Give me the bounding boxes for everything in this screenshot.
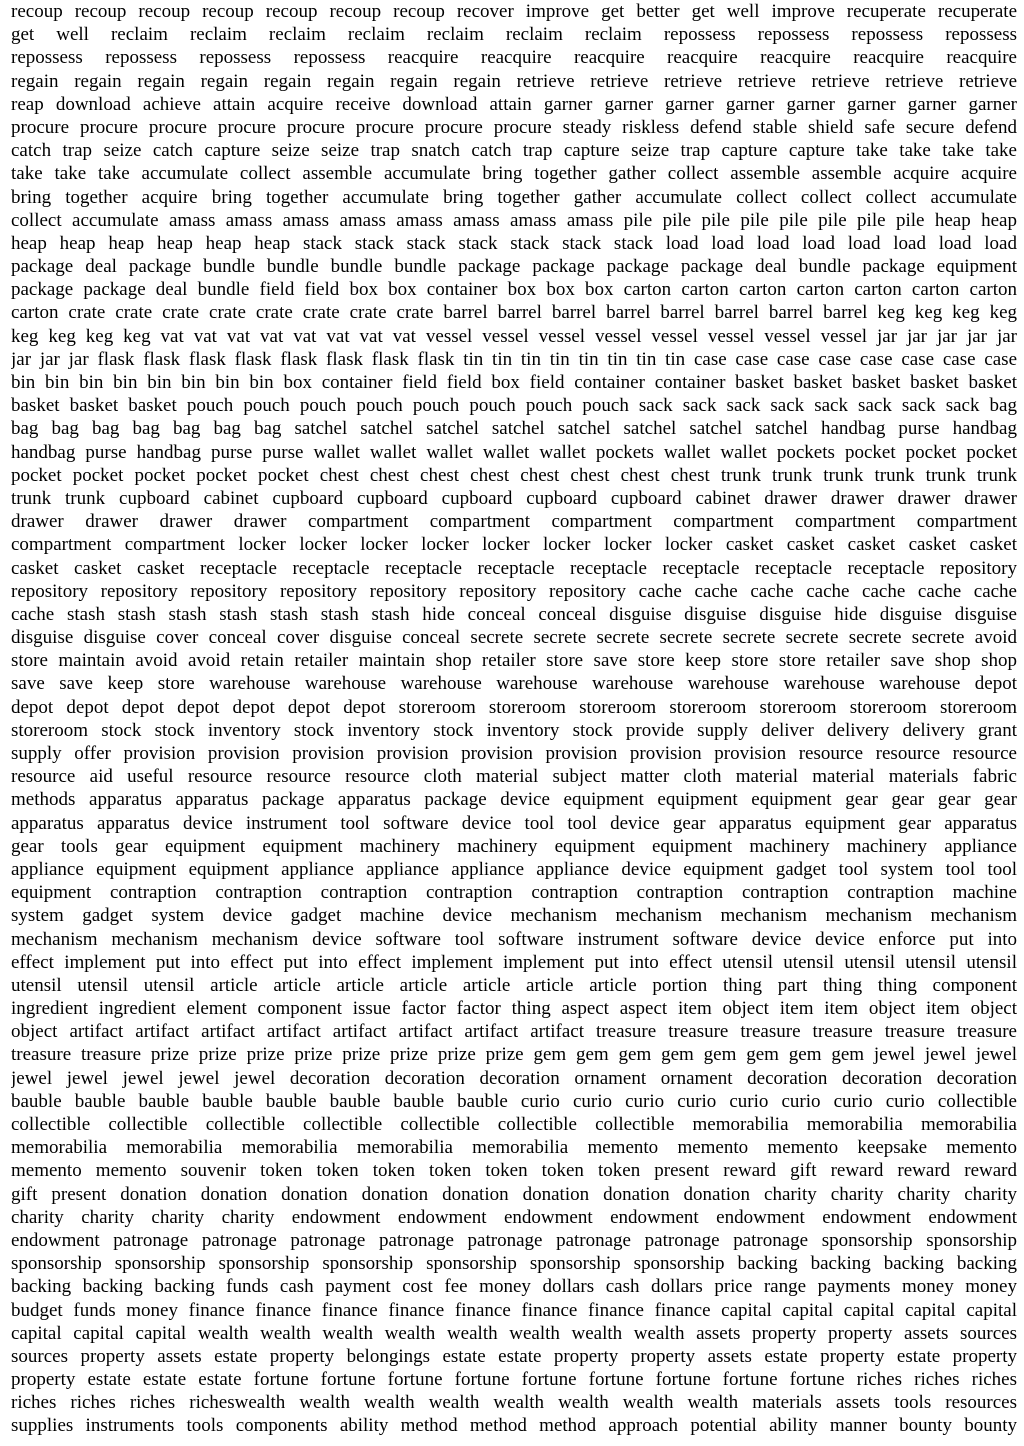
text-line-54: endowment patronage patronage patronage patronage patronage patronage patronage patronage sponsorship sponsorship	[11, 1229, 1017, 1251]
text-line-3: repossess repossess repossess repossess reacquire reacquire reacquire reacquire reacquire reacquire reacquire	[11, 47, 1017, 69]
text-line-43: utensil utensil utensil article article article article article article article portion thing part thing thing component	[11, 974, 1017, 996]
text-line-26: repository repository repository repository repository repository repository cache cache cache cache cache cache cache	[11, 580, 1017, 602]
text-line-22: trunk trunk cupboard cabinet cupboard cupboard cupboard cupboard cupboard cabinet drawer drawer drawer drawer	[11, 487, 1017, 509]
text-line-5: reap download achieve attain acquire receive download attain garner garner garner garner garner garner garner garner	[11, 93, 1017, 115]
text-line-55: sponsorship sponsorship sponsorship sponsorship sponsorship sponsorship sponsorship backing backing backing backing	[11, 1253, 1017, 1275]
text-line-35: methods apparatus apparatus package apparatus package device equipment equipment equipment gear gear gear gear	[11, 789, 1017, 811]
text-line-10: collect accumulate amass amass amass amass amass amass amass amass pile pile pile pile pile pile pile pile heap heap	[11, 209, 1017, 231]
text-line-32: storeroom stock stock inventory stock inventory stock inventory stock provide supply deliver delivery delivery grant	[11, 719, 1017, 741]
text-line-7: catch trap seize catch capture seize seize trap snatch catch trap capture seize trap capture capture take take take take	[11, 140, 1017, 162]
text-line-17: bin bin bin bin bin bin bin bin box container field field box field container container basket basket basket basket basket	[11, 372, 1017, 393]
text-line-50: memorabilia memorabilia memorabilia memorabilia memorabilia memento memento memento keepsake memento	[11, 1137, 1017, 1159]
text-line-45: object artifact artifact artifact artifact artifact artifact artifact artifact treasure treasure treasure treasure treasure treasure	[11, 1021, 1017, 1043]
text-line-33: supply offer provision provision provision provision provision provision provision provision resource resource resource	[11, 743, 1017, 764]
text-line-42: effect implement put into effect put into effect implement implement put into effect utensil utensil utensil utensil utensil	[11, 951, 1017, 973]
text-line-31: depot depot depot depot depot depot depot storeroom storeroom storeroom storeroom storeroom storeroom storeroom	[11, 696, 1017, 718]
text-line-13: package package deal bundle field field box box container box box box carton carton carton carton carton carton carton	[11, 279, 1017, 301]
text-line-11: heap heap heap heap heap heap stack stack stack stack stack stack stack load load load load load load load load	[11, 232, 1017, 254]
text-line-21: pocket pocket pocket pocket pocket chest chest chest chest chest chest chest chest trunk trunk trunk trunk trunk trunk	[11, 464, 1017, 486]
text-line-52: gift present donation donation donation donation donation donation donation donation charity charity charity charity	[11, 1183, 1017, 1205]
text-line-28: disguise disguise cover conceal cover disguise conceal secrete secrete secrete secrete secrete secrete secrete secrete avoid	[11, 627, 1017, 649]
text-line-34: resource aid useful resource resource resource cloth material subject matter cloth material material materials fabric	[11, 766, 1017, 788]
text-line-61: riches riches riches richeswealth wealth wealth wealth wealth wealth wealth wealth materials assets tools resources	[11, 1392, 1017, 1414]
text-line-44: ingredient ingredient element component issue factor factor thing aspect aspect item object item item object item object	[11, 998, 1017, 1020]
text-line-30: save save keep store warehouse warehouse warehouse warehouse warehouse warehouse warehouse warehouse depot	[11, 673, 1017, 695]
text-line-38: appliance equipment equipment appliance appliance appliance appliance device equipment gadget tool system tool tool	[11, 858, 1017, 880]
text-line-20: handbag purse handbag purse purse wallet wallet wallet wallet wallet pockets wallet wallet pockets pocket pocket pocket	[11, 441, 1017, 463]
text-line-39: equipment contraption contraption contraption contraption contraption contraption contraption contraption machine	[11, 882, 1017, 904]
text-line-19: bag bag bag bag bag bag bag satchel satchel satchel satchel satchel satchel satchel satchel handbag purse handbag	[11, 418, 1017, 440]
text-line-37: gear tools gear equipment equipment machinery machinery equipment equipment machinery machinery appliance	[11, 835, 1017, 857]
text-line-46: treasure treasure prize prize prize prize prize prize prize prize gem gem gem gem gem gem gem gem jewel jewel jewel	[11, 1044, 1017, 1066]
text-line-1: recoup recoup recoup recoup recoup recoup recoup recover improve get better get well improve recuperate recuperate	[11, 1, 1017, 22]
text-line-12: package deal package bundle bundle bundle bundle package package package package deal bundle package equipment	[11, 256, 1017, 278]
text-line-40: system gadget system device gadget machine device mechanism mechanism mechanism mechanism mechanism	[11, 905, 1017, 927]
text-line-6: procure procure procure procure procure procure procure procure steady riskless defend stable shield safe secure defend	[11, 116, 1017, 138]
text-line-14: carton crate crate crate crate crate crate crate crate barrel barrel barrel barrel barrel barrel barrel barrel keg keg keg keg	[11, 302, 1017, 324]
text-line-16: jar jar jar flask flask flask flask flask flask flask flask tin tin tin tin tin tin tin tin case case case case case case case case	[11, 348, 1017, 370]
text-line-25: casket casket casket receptacle receptacle receptacle receptacle receptacle receptacle receptacle receptacle repository	[11, 557, 1017, 579]
text-line-36: apparatus apparatus device instrument tool software device tool tool device gear apparatus equipment gear apparatus	[11, 812, 1017, 834]
text-line-48: bauble bauble bauble bauble bauble bauble bauble bauble curio curio curio curio curio curio curio curio collectible	[11, 1090, 1017, 1112]
text-line-18: basket basket basket pouch pouch pouch pouch pouch pouch pouch pouch sack sack sack sack sack sack sack sack bag	[11, 395, 1017, 417]
text-line-47: jewel jewel jewel jewel jewel decoration decoration decoration ornament ornament decoration decoration decoration	[11, 1067, 1017, 1089]
text-line-23: drawer drawer drawer drawer compartment compartment compartment compartment compartment compartment	[11, 511, 1017, 533]
text-line-29: store maintain avoid avoid retain retailer maintain shop retailer store save store keep store store retailer save shop shop	[11, 650, 1017, 672]
text-line-49: collectible collectible collectible collectible collectible collectible collectible memorabilia memorabilia memorabilia	[11, 1114, 1017, 1135]
text-line-4: regain regain regain regain regain regain regain regain retrieve retrieve retrieve retrieve retrieve retrieve retrieve	[11, 70, 1017, 92]
text-line-15: keg keg keg keg vat vat vat vat vat vat vat vat vessel vessel vessel vessel vessel vessel vessel vessel jar jar jar jar jar	[11, 325, 1017, 347]
text-line-56: backing backing backing funds cash payment cost fee money dollars cash dollars price range payments money money	[11, 1276, 1017, 1298]
text-line-51: memento memento souvenir token token token token token token token present reward gift reward reward reward	[11, 1160, 1017, 1182]
text-line-59: sources property assets estate property belongings estate estate property property assets estate property estate property	[11, 1345, 1017, 1367]
text-line-58: capital capital capital wealth wealth wealth wealth wealth wealth wealth wealth assets property property assets sources	[11, 1322, 1017, 1344]
text-line-2: get well reclaim reclaim reclaim reclaim reclaim reclaim reclaim repossess repossess repossess repossess	[11, 24, 1017, 46]
text-line-8: take take take accumulate collect assemble accumulate bring together gather collect assemble assemble acquire acquire	[11, 163, 1017, 185]
text-line-57: budget funds money finance finance finance finance finance finance finance finance capital capital capital capital capital	[11, 1299, 1017, 1321]
text-line-53: charity charity charity charity endowment endowment endowment endowment endowment endowment endowment	[11, 1206, 1017, 1228]
text-line-41: mechanism mechanism mechanism device software tool software instrument software device device enforce put into	[11, 928, 1017, 950]
text-line-27: cache stash stash stash stash stash stash stash hide conceal conceal disguise disguise disguise hide disguise disguise	[11, 603, 1017, 625]
text-line-9: bring together acquire bring together accumulate bring together gather accumulate collect collect collect accumulate	[11, 186, 1017, 208]
text-line-60: property estate estate estate fortune fortune fortune fortune fortune fortune fortune fortune fortune riches riches riches	[11, 1369, 1017, 1391]
text-line-62: supplies instruments tools components ability method method method approach potential ability manner bounty bounty	[11, 1415, 1017, 1437]
text-line-24: compartment compartment locker locker locker locker locker locker locker locker casket casket casket casket casket	[11, 534, 1017, 556]
